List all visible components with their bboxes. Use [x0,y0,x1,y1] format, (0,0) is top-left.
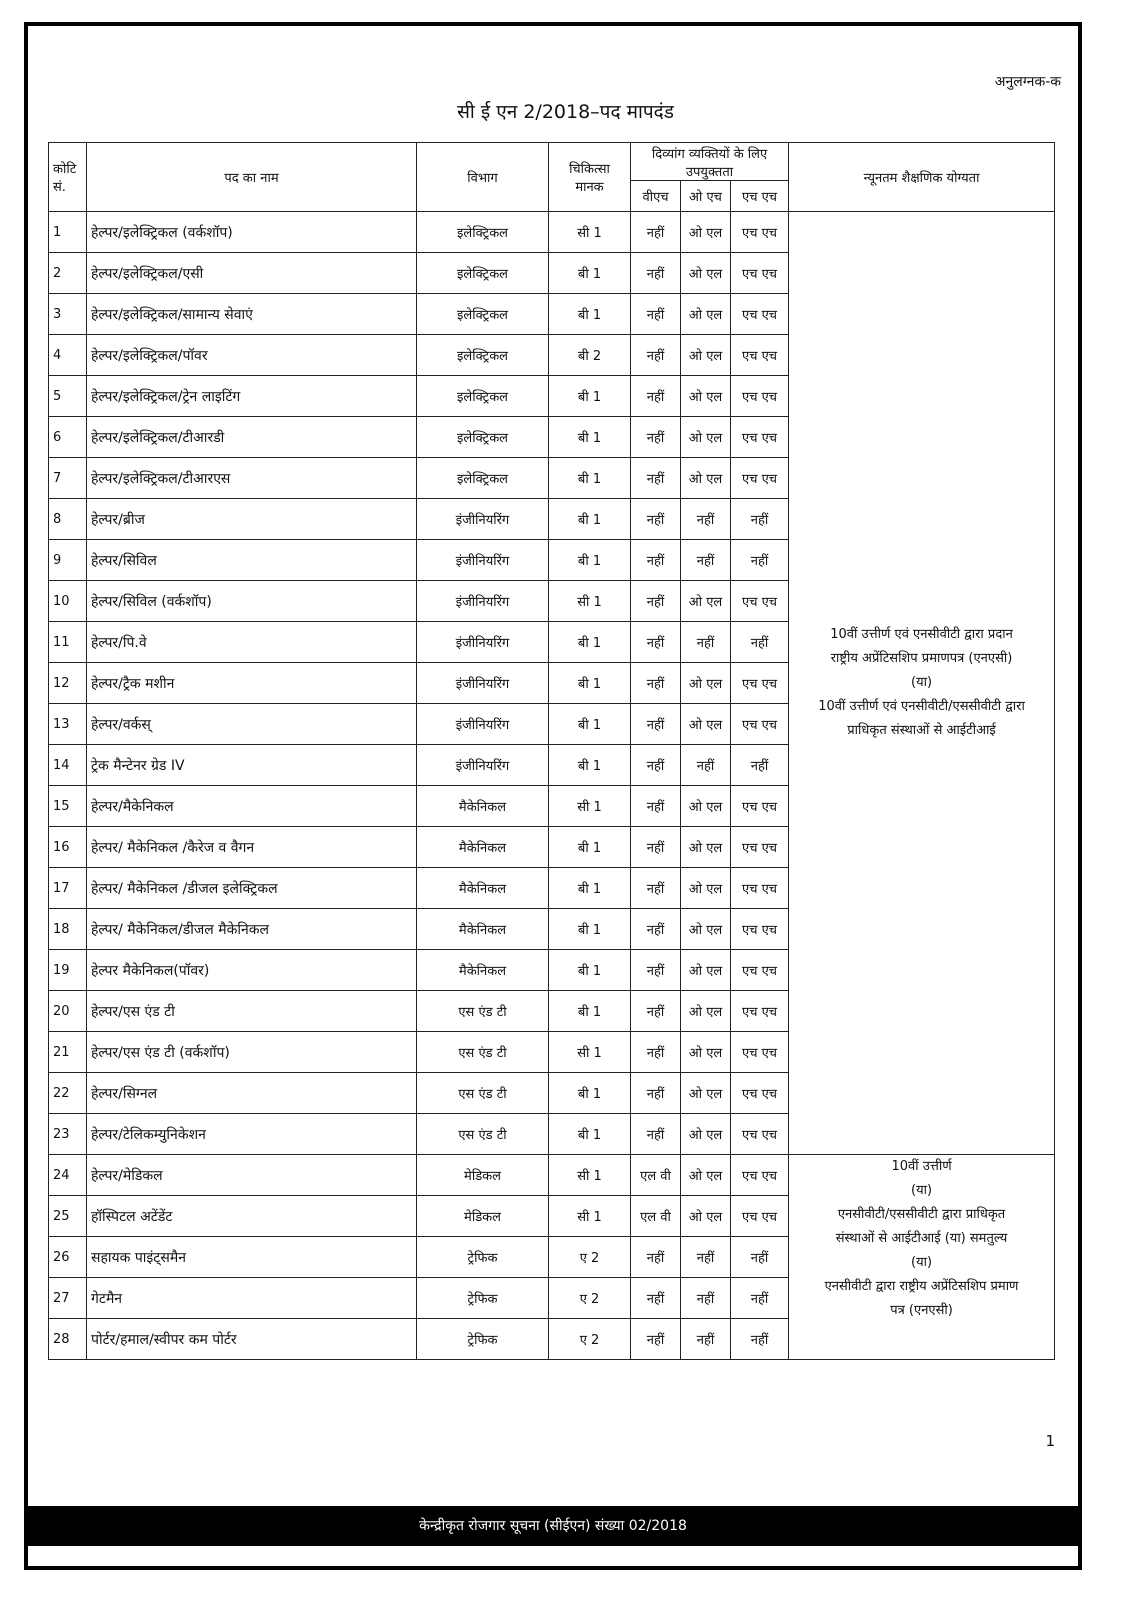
row-code: 13 [49,704,87,745]
row-department: मैकेनिकल [417,827,549,868]
row-medical-standard: बी 1 [549,909,631,950]
row-oh: ओ एल [681,458,731,499]
qualification-line: (या) [911,675,933,690]
row-oh: ओ एल [681,1155,731,1196]
row-hh: एच एच [731,212,789,253]
row-oh: नहीं [681,745,731,786]
row-medical-standard: बी 1 [549,458,631,499]
row-oh: ओ एल [681,1114,731,1155]
row-post-name: हेल्पर/मेडिकल [87,1155,417,1196]
row-code: 9 [49,540,87,581]
row-vh: नहीं [631,294,681,335]
row-hh: एच एच [731,335,789,376]
row-oh: नहीं [681,499,731,540]
row-vh: नहीं [631,745,681,786]
row-oh: ओ एल [681,581,731,622]
row-department: इंजीनियरिंग [417,704,549,745]
row-code: 22 [49,1073,87,1114]
row-department: मेडिकल [417,1196,549,1237]
row-vh: नहीं [631,868,681,909]
row-department: ट्रेफिक [417,1237,549,1278]
row-medical-standard: बी 1 [549,745,631,786]
row-department: ट्रेफिक [417,1278,549,1319]
row-department: इंजीनियरिंग [417,622,549,663]
row-vh: नहीं [631,335,681,376]
row-post-name: पोर्टर/हमाल/स्वीपर कम पोर्टर [87,1319,417,1360]
header-pwd: दिव्यांग व्यक्तियों के लिए उपयुक्तता [631,143,789,181]
header-vh: वीएच [631,181,681,212]
row-vh: नहीं [631,622,681,663]
row-oh: नहीं [681,1237,731,1278]
row-medical-standard: ए 2 [549,1237,631,1278]
row-vh: एल वी [631,1196,681,1237]
row-hh: एच एच [731,417,789,458]
qualification-line: पत्र (एनएसी) [890,1303,953,1318]
row-post-name: हेल्पर/ मैकेनिकल /डीजल इलेक्ट्रिकल [87,868,417,909]
row-oh: ओ एल [681,253,731,294]
row-oh: ओ एल [681,950,731,991]
row-oh: ओ एल [681,991,731,1032]
row-hh: नहीं [731,499,789,540]
row-code: 5 [49,376,87,417]
row-medical-standard: सी 1 [549,1032,631,1073]
row-department: इलेक्ट्रिकल [417,335,549,376]
row-department: मैकेनिकल [417,786,549,827]
row-vh: नहीं [631,704,681,745]
row-vh: नहीं [631,458,681,499]
row-medical-standard: सी 1 [549,212,631,253]
row-hh: नहीं [731,1278,789,1319]
row-medical-standard: बी 2 [549,335,631,376]
row-hh: एच एच [731,581,789,622]
row-hh: एच एच [731,1196,789,1237]
qualification-line: (या) [911,1255,933,1270]
row-medical-standard: बी 1 [549,827,631,868]
qualification-line: एनसीवीटी/एससीवीटी द्वारा प्राधिकृत [837,1207,1006,1222]
row-post-name: हॉस्पिटल अटेंडेंट [87,1196,417,1237]
page-title: सी ई एन 2/2018–पद मापदंड [457,101,674,123]
row-code: 10 [49,581,87,622]
row-vh: नहीं [631,1032,681,1073]
row-hh: नहीं [731,622,789,663]
footer-bar: केन्द्रीकृत रोजगार सूचना (सीईएन) संख्या 02/2018 [24,1506,1082,1546]
row-oh: ओ एल [681,663,731,704]
qualification-group-1 [789,212,1055,1155]
row-post-name: हेल्पर/मैकेनिकल [87,786,417,827]
row-hh: एच एच [731,1155,789,1196]
row-hh: नहीं [731,1319,789,1360]
row-oh: ओ एल [681,704,731,745]
page-number: 1 [1045,1432,1055,1450]
row-department: ट्रेफिक [417,1319,549,1360]
row-vh: नहीं [631,376,681,417]
row-hh: एच एच [731,704,789,745]
row-vh: नहीं [631,1114,681,1155]
row-oh: ओ एल [681,417,731,458]
row-department: इंजीनियरिंग [417,745,549,786]
row-hh: नहीं [731,1237,789,1278]
row-oh: ओ एल [681,1196,731,1237]
row-department: इंजीनियरिंग [417,581,549,622]
row-hh: एच एच [731,294,789,335]
table-row [49,1155,1055,1196]
row-vh: नहीं [631,499,681,540]
row-vh: नहीं [631,540,681,581]
row-vh: नहीं [631,950,681,991]
row-vh: नहीं [631,909,681,950]
qualification-group-2 [789,1155,1055,1360]
row-code: 3 [49,294,87,335]
row-code: 16 [49,827,87,868]
row-medical-standard: बी 1 [549,417,631,458]
row-medical-standard: सी 1 [549,1196,631,1237]
row-department: एस एंड टी [417,991,549,1032]
row-hh: एच एच [731,1114,789,1155]
row-medical-standard: बी 1 [549,663,631,704]
row-oh: ओ एल [681,335,731,376]
header-post: पद का नाम [87,143,417,212]
row-post-name: हेल्पर/ट्रैक मशीन [87,663,417,704]
table-row [49,212,1055,253]
row-oh: ओ एल [681,294,731,335]
row-oh: ओ एल [681,212,731,253]
row-post-name: हेल्पर/इलेक्ट्रिकल/पॉवर [87,335,417,376]
row-hh: नहीं [731,540,789,581]
qualification-line: (या) [911,1183,933,1198]
row-vh: नहीं [631,1319,681,1360]
row-code: 14 [49,745,87,786]
row-code: 2 [49,253,87,294]
row-medical-standard: बी 1 [549,1114,631,1155]
row-department: एस एंड टी [417,1032,549,1073]
table-body [49,212,1055,1360]
row-post-name: हेल्पर/इलेक्ट्रिकल/टीआरएस [87,458,417,499]
qualification-line: 10वीं उत्तीर्ण एवं एनसीवीटी/एससीवीटी द्वारा [818,699,1025,714]
row-code: 18 [49,909,87,950]
qualification-line: राष्ट्रीय अप्रेंटिसशिप प्रमाणपत्र (एनएसी) [830,651,1013,666]
row-oh: ओ एल [681,1073,731,1114]
row-medical-standard: बी 1 [549,704,631,745]
row-medical-standard: सी 1 [549,786,631,827]
row-vh: नहीं [631,1278,681,1319]
row-oh: ओ एल [681,909,731,950]
annexure-label: अनुलग्नक-क [994,74,1061,90]
row-hh: नहीं [731,745,789,786]
header-hh: एच एच [731,181,789,212]
row-hh: एच एच [731,909,789,950]
row-department: इलेक्ट्रिकल [417,253,549,294]
qualification-line: एनसीवीटी द्वारा राष्ट्रीय अप्रेंटिसशिप प्रमाण [824,1279,1019,1294]
row-medical-standard: ए 2 [549,1319,631,1360]
header-dept: विभाग [417,143,549,212]
row-post-name: हेल्पर/एस एंड टी (वर्कशॉप) [87,1032,417,1073]
qualification-line: प्राधिकृत संस्थाओं से आईटीआई [847,723,996,738]
row-code: 12 [49,663,87,704]
row-post-name: ट्रेक मैन्टेनर ग्रेड IV [87,745,417,786]
row-code: 25 [49,1196,87,1237]
row-oh: नहीं [681,540,731,581]
row-hh: एच एच [731,786,789,827]
row-post-name: हेल्पर/इलेक्ट्रिकल/सामान्य सेवाएं [87,294,417,335]
row-oh: ओ एल [681,376,731,417]
row-post-name: हेल्पर/सिविल (वर्कशॉप) [87,581,417,622]
row-department: मैकेनिकल [417,868,549,909]
row-vh: नहीं [631,663,681,704]
row-department: इंजीनियरिंग [417,540,549,581]
row-hh: एच एच [731,376,789,417]
row-department: इलेक्ट्रिकल [417,417,549,458]
row-vh: एल वी [631,1155,681,1196]
row-code: 19 [49,950,87,991]
row-vh: नहीं [631,827,681,868]
row-hh: एच एच [731,827,789,868]
row-code: 26 [49,1237,87,1278]
row-code: 4 [49,335,87,376]
row-vh: नहीं [631,212,681,253]
row-hh: एच एच [731,663,789,704]
row-post-name: हेल्पर/पि.वे [87,622,417,663]
row-code: 21 [49,1032,87,1073]
row-code: 27 [49,1278,87,1319]
row-medical-standard: बी 1 [549,376,631,417]
header-oh: ओ एच [681,181,731,212]
row-oh: ओ एल [681,786,731,827]
row-vh: नहीं [631,417,681,458]
header-code: कोटि सं. [49,143,87,212]
row-medical-standard: बी 1 [549,991,631,1032]
row-hh: एच एच [731,1032,789,1073]
row-vh: नहीं [631,1073,681,1114]
row-post-name: हेल्पर/एस एंड टी [87,991,417,1032]
row-department: इलेक्ट्रिकल [417,458,549,499]
row-department: मैकेनिकल [417,909,549,950]
row-post-name: हेल्पर/ मैकेनिकल/डीजल मैकेनिकल [87,909,417,950]
qualification-line: संस्थाओं से आईटीआई (या) समतुल्य [835,1231,1008,1246]
row-post-name: हेल्पर/टेलिकम्युनिकेशन [87,1114,417,1155]
row-department: इंजीनियरिंग [417,499,549,540]
row-department: इलेक्ट्रिकल [417,294,549,335]
row-department: एस एंड टी [417,1114,549,1155]
row-post-name: हेल्पर/वर्कस् [87,704,417,745]
row-post-name: हेल्पर/सिविल [87,540,417,581]
row-medical-standard: बी 1 [549,499,631,540]
row-oh: ओ एल [681,1032,731,1073]
row-hh: एच एच [731,991,789,1032]
row-post-name: हेल्पर/इलेक्ट्रिकल/एसी [87,253,417,294]
row-code: 20 [49,991,87,1032]
row-medical-standard: बी 1 [549,622,631,663]
row-medical-standard: सी 1 [549,581,631,622]
row-vh: नहीं [631,1237,681,1278]
row-code: 17 [49,868,87,909]
criteria-table [48,142,1055,1360]
row-code: 23 [49,1114,87,1155]
row-vh: नहीं [631,991,681,1032]
row-post-name: हेल्पर/ब्रीज [87,499,417,540]
header-qualification: न्यूनतम शैक्षणिक योग्यता [789,143,1055,212]
row-post-name: हेल्पर/इलेक्ट्रिकल/ट्रेन लाइटिंग [87,376,417,417]
row-code: 28 [49,1319,87,1360]
row-oh: नहीं [681,1278,731,1319]
row-post-name: हेल्पर/सिग्नल [87,1073,417,1114]
qualification-line: 10वीं उत्तीर्ण [891,1159,952,1174]
row-hh: एच एच [731,950,789,991]
row-department: इंजीनियरिंग [417,663,549,704]
row-code: 8 [49,499,87,540]
row-department: मेडिकल [417,1155,549,1196]
row-hh: एच एच [731,1073,789,1114]
row-medical-standard: बी 1 [549,294,631,335]
row-post-name: हेल्पर/इलेक्ट्रिकल (वर्कशॉप) [87,212,417,253]
row-medical-standard: बी 1 [549,950,631,991]
row-hh: एच एच [731,253,789,294]
row-post-name: हेल्पर मैकेनिकल(पॉवर) [87,950,417,991]
row-oh: नहीं [681,1319,731,1360]
row-code: 11 [49,622,87,663]
row-medical-standard: बी 1 [549,540,631,581]
row-department: एस एंड टी [417,1073,549,1114]
row-code: 1 [49,212,87,253]
header-medical: चिकित्सा मानक [549,143,631,212]
row-post-name: सहायक पाइंट्समैन [87,1237,417,1278]
row-medical-standard: सी 1 [549,1155,631,1196]
qualification-line: 10वीं उत्तीर्ण एवं एनसीवीटी द्वारा प्रदान [830,627,1013,642]
row-code: 7 [49,458,87,499]
row-oh: ओ एल [681,868,731,909]
row-post-name: हेल्पर/इलेक्ट्रिकल/टीआरडी [87,417,417,458]
row-medical-standard: बी 1 [549,253,631,294]
row-medical-standard: बी 1 [549,868,631,909]
row-code: 24 [49,1155,87,1196]
row-vh: नहीं [631,253,681,294]
row-medical-standard: बी 1 [549,1073,631,1114]
row-medical-standard: ए 2 [549,1278,631,1319]
row-oh: ओ एल [681,827,731,868]
row-hh: एच एच [731,868,789,909]
row-hh: एच एच [731,458,789,499]
row-department: मैकेनिकल [417,950,549,991]
row-oh: नहीं [681,622,731,663]
row-department: इलेक्ट्रिकल [417,376,549,417]
row-code: 15 [49,786,87,827]
row-post-name: गेटमैन [87,1278,417,1319]
row-department: इलेक्ट्रिकल [417,212,549,253]
row-code: 6 [49,417,87,458]
row-vh: नहीं [631,786,681,827]
row-post-name: हेल्पर/ मैकेनिकल /कैरेज व वैगन [87,827,417,868]
row-vh: नहीं [631,581,681,622]
